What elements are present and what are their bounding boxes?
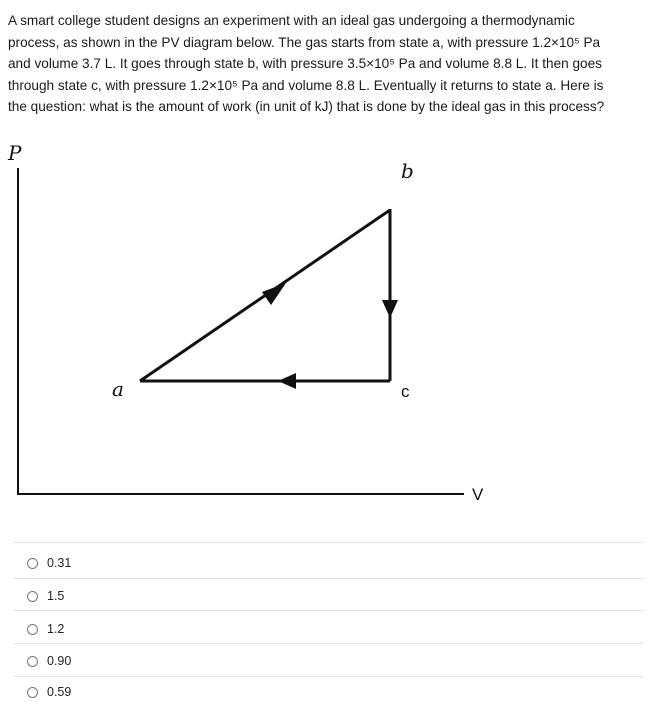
answer-option[interactable] bbox=[27, 682, 71, 702]
divider bbox=[14, 676, 644, 677]
divider bbox=[14, 542, 644, 543]
v-axis-label: V bbox=[472, 485, 484, 504]
radio-button[interactable] bbox=[27, 591, 38, 602]
radio-button[interactable] bbox=[27, 624, 38, 635]
p-axis-label: P bbox=[8, 141, 22, 165]
question-line: the question: what is the amount of work (in unit of kJ) that is done by the ideal gas in this process? bbox=[8, 99, 605, 115]
radio-button[interactable] bbox=[27, 656, 38, 667]
arrow-c-to-a bbox=[278, 373, 296, 389]
radio-button[interactable] bbox=[27, 687, 38, 698]
answer-option[interactable] bbox=[27, 651, 71, 671]
question-line: A smart college student designs an experiment with an ideal gas undergoing a thermodynamic bbox=[8, 13, 575, 28]
option-label: 0.59 bbox=[47, 685, 72, 699]
pv-diagram bbox=[0, 130, 659, 530]
answer-option[interactable] bbox=[27, 619, 64, 639]
question-line: through state c, with pressure 1.2×10⁵ Pa and volume 8.8 L. Eventually it returns to state a. Here is bbox=[8, 77, 604, 93]
arrow-a-to-b bbox=[262, 283, 286, 305]
state-a-label: a bbox=[112, 377, 124, 401]
answer-option[interactable] bbox=[27, 553, 71, 573]
question-line: and volume 3.7 L. It goes through state b, with pressure 3.5×10⁵ Pa and volume 8.8 L. It then goes bbox=[8, 56, 602, 72]
state-b-label: b bbox=[401, 159, 414, 183]
question-line: process, as shown in the PV diagram below. The gas starts from state a, with pressure 1.2×10⁵ Pa bbox=[8, 34, 601, 50]
divider bbox=[14, 578, 644, 579]
divider bbox=[14, 643, 644, 644]
state-c-label: c bbox=[401, 382, 410, 401]
radio-button[interactable] bbox=[27, 558, 38, 569]
option-label: 1.5 bbox=[47, 589, 65, 603]
question-text bbox=[8, 10, 653, 118]
divider bbox=[14, 610, 644, 611]
arrow-b-to-c bbox=[382, 300, 398, 318]
option-label: 0.90 bbox=[47, 654, 72, 668]
option-label: 1.2 bbox=[47, 622, 65, 636]
answer-option[interactable] bbox=[27, 586, 64, 606]
option-label: 0.31 bbox=[47, 556, 72, 570]
